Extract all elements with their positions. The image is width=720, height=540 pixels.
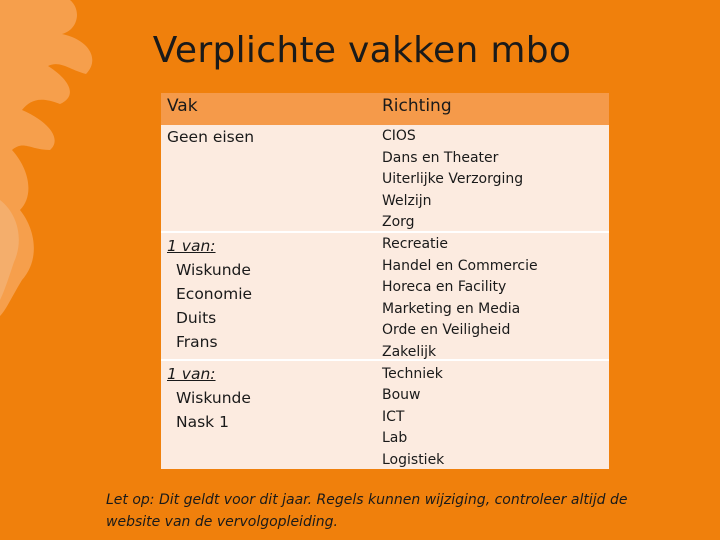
- vak-item: Frans: [176, 333, 218, 351]
- vak-group-1: [167, 125, 254, 149]
- vak-item: Duits: [176, 309, 217, 327]
- richting-item: Recreatie: [382, 235, 449, 252]
- footnote-line: Let op: Dit geldt voor dit jaar. Regels kunnen wijziging, controleer altijd de: [106, 492, 628, 508]
- richting-list: [382, 126, 538, 472]
- footnote: [106, 489, 666, 533]
- vak-head: Geen eisen: [167, 128, 255, 146]
- richting-item: Handel en Commercie: [382, 257, 538, 274]
- richting-item: Uiterlijke Verzorging: [382, 171, 524, 188]
- vak-item: Nask 1: [176, 413, 229, 431]
- richting-item: CIOS: [382, 128, 416, 144]
- vak-group-2: [167, 234, 252, 354]
- richting-item: Lab: [382, 430, 408, 447]
- page-title: Verplichte vakken mbo: [152, 30, 572, 71]
- footnote-line: website van de vervolgopleiding.: [106, 514, 338, 530]
- vak-group-3: [167, 362, 251, 434]
- richting-item: Bouw: [382, 387, 421, 404]
- richting-item: Dans en Theater: [382, 149, 499, 166]
- vak-item: Economie: [176, 285, 253, 303]
- vak-item: Wiskunde: [176, 389, 251, 407]
- richting-item: Marketing en Media: [382, 300, 521, 317]
- richting-item: Techniek: [382, 365, 443, 382]
- richting-item: Zakelijk: [382, 343, 437, 360]
- vak-head: 1 van:: [167, 237, 216, 255]
- richting-item: Orde en Veiligheid: [382, 322, 511, 339]
- vak-item: Wiskunde: [176, 261, 251, 279]
- richting-item: Welzijn: [382, 192, 432, 209]
- subjects-table: [161, 93, 609, 469]
- header-richting: Richting: [382, 96, 452, 116]
- richting-item: ICT: [382, 408, 405, 425]
- vak-head: 1 van:: [167, 365, 216, 383]
- header-vak: Vak: [167, 96, 198, 116]
- richting-item: Logistiek: [382, 451, 445, 468]
- richting-item: Zorg: [382, 214, 415, 231]
- richting-item: Horeca en Facility: [382, 279, 507, 296]
